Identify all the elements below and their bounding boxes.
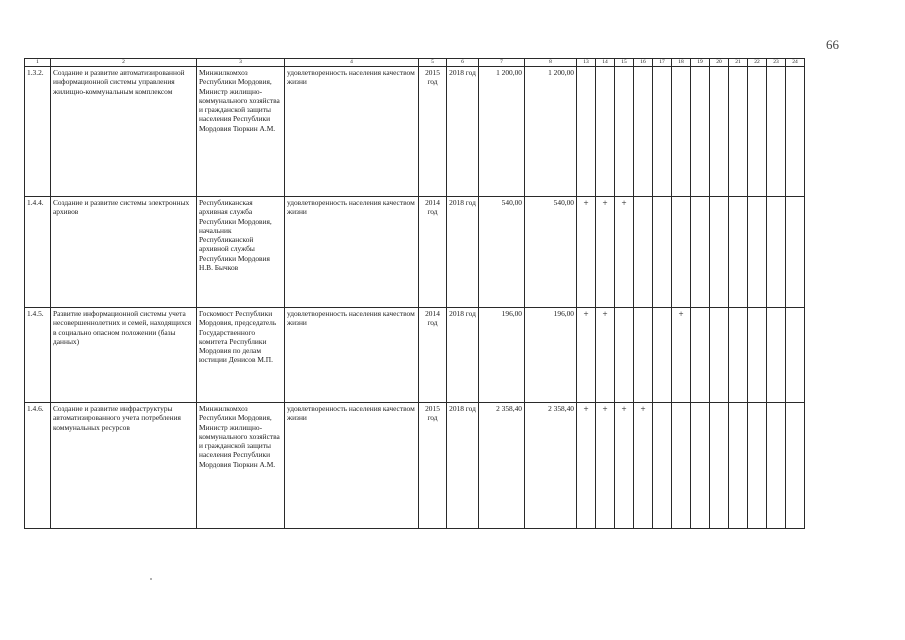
schedule-mark	[672, 197, 691, 308]
schedule-mark	[634, 308, 653, 403]
col-num: 18	[672, 59, 691, 67]
table-row	[25, 308, 805, 403]
item-start-year: 2014 год	[419, 308, 447, 403]
schedule-mark	[748, 308, 767, 403]
schedule-mark: +	[596, 403, 615, 529]
item-number: 1.4.6.	[25, 403, 51, 529]
item-responsible: Республиканская архивная служба Республики Мордовия, начальник Республиканской архивной службы Республики Мордовия Н.В. Бычков	[197, 197, 285, 308]
col-num: 7	[479, 59, 525, 67]
schedule-mark	[786, 403, 805, 529]
item-name: Создание и развитие системы электронных архивов	[51, 197, 197, 308]
col-num: 3	[197, 59, 285, 67]
col-num: 8	[525, 59, 577, 67]
schedule-mark	[615, 308, 634, 403]
item-value-col8: 540,00	[525, 197, 577, 308]
table-row	[25, 197, 805, 308]
item-responsible: Минжилкомхоз Республики Мордовия, Министр жилищно-коммунального хозяйства и гражданской защиты населения Республики Мордовия Тюркин А.М.	[197, 403, 285, 529]
schedule-mark: +	[596, 308, 615, 403]
scan-speck	[150, 578, 152, 580]
col-num: 15	[615, 59, 634, 67]
schedule-mark	[710, 403, 729, 529]
item-indicator: удовлетворенность населения качеством жизни	[285, 308, 419, 403]
schedule-mark	[596, 67, 615, 197]
schedule-mark: +	[596, 197, 615, 308]
schedule-mark	[691, 67, 710, 197]
schedule-mark	[577, 67, 596, 197]
col-num: 20	[710, 59, 729, 67]
schedule-mark	[691, 197, 710, 308]
item-value-col8: 2 358,40	[525, 403, 577, 529]
schedule-mark	[767, 197, 786, 308]
item-value-col7: 196,00	[479, 308, 525, 403]
schedule-mark	[710, 67, 729, 197]
schedule-mark: +	[615, 403, 634, 529]
item-start-year: 2014 год	[419, 197, 447, 308]
item-start-year: 2015 год	[419, 403, 447, 529]
schedule-mark: +	[634, 403, 653, 529]
item-value-col7: 540,00	[479, 197, 525, 308]
item-responsible: Минжилкомхоз Республики Мордовия, Министр жилищно-коммунального хозяйства и гражданской защиты населения Республики Мордовия Тюркин А.М.	[197, 67, 285, 197]
item-end-year: 2018 год	[447, 197, 479, 308]
schedule-mark	[653, 67, 672, 197]
item-name: Создание и развитие инфраструктуры автоматизированного учета потребления коммунальных ресурсов	[51, 403, 197, 529]
col-num: 24	[786, 59, 805, 67]
col-num: 5	[419, 59, 447, 67]
schedule-mark	[710, 308, 729, 403]
item-responsible: Госкомюст Республики Мордовия, председатель Государственного комитета Республики Мордовия по делам юстиции Денисов М.П.	[197, 308, 285, 403]
col-num: 23	[767, 59, 786, 67]
schedule-mark	[710, 197, 729, 308]
item-number: 1.3.2.	[25, 67, 51, 197]
col-num: 19	[691, 59, 710, 67]
schedule-mark: +	[577, 308, 596, 403]
col-num: 14	[596, 59, 615, 67]
schedule-mark	[786, 197, 805, 308]
schedule-mark: +	[577, 197, 596, 308]
schedule-mark	[767, 403, 786, 529]
schedule-mark	[729, 403, 748, 529]
column-number-row	[25, 59, 805, 67]
col-num: 13	[577, 59, 596, 67]
schedule-mark	[615, 67, 634, 197]
page-number: 66	[826, 37, 839, 52]
schedule-mark: +	[615, 197, 634, 308]
col-num: 22	[748, 59, 767, 67]
item-end-year: 2018 год	[447, 308, 479, 403]
col-num: 1	[25, 59, 51, 67]
item-value-col7: 2 358,40	[479, 403, 525, 529]
col-num: 17	[653, 59, 672, 67]
item-value-col8: 1 200,00	[525, 67, 577, 197]
item-indicator: удовлетворенность населения качеством жизни	[285, 67, 419, 197]
schedule-mark	[767, 67, 786, 197]
activity-table	[24, 58, 805, 529]
item-value-col7: 1 200,00	[479, 67, 525, 197]
item-indicator: удовлетворенность населения качеством жизни	[285, 197, 419, 308]
item-number: 1.4.5.	[25, 308, 51, 403]
item-value-col8: 196,00	[525, 308, 577, 403]
schedule-mark	[729, 197, 748, 308]
schedule-mark: +	[577, 403, 596, 529]
schedule-mark	[748, 67, 767, 197]
item-name: Создание и развитие автоматизированной информационной системы управления жилищно-коммунальным комплексом	[51, 67, 197, 197]
item-start-year: 2015 год	[419, 67, 447, 197]
schedule-mark: +	[672, 308, 691, 403]
item-end-year: 2018 год	[447, 67, 479, 197]
item-indicator: удовлетворенность населения качеством жизни	[285, 403, 419, 529]
table-row	[25, 67, 805, 197]
schedule-mark	[634, 197, 653, 308]
col-num: 16	[634, 59, 653, 67]
schedule-mark	[653, 308, 672, 403]
schedule-mark	[653, 403, 672, 529]
schedule-mark	[691, 308, 710, 403]
schedule-mark	[786, 308, 805, 403]
col-num: 21	[729, 59, 748, 67]
col-num: 6	[447, 59, 479, 67]
item-number: 1.4.4.	[25, 197, 51, 308]
col-num: 4	[285, 59, 419, 67]
schedule-mark	[634, 67, 653, 197]
schedule-mark	[729, 308, 748, 403]
item-end-year: 2018 год	[447, 403, 479, 529]
schedule-mark	[672, 67, 691, 197]
schedule-mark	[748, 403, 767, 529]
schedule-mark	[729, 67, 748, 197]
schedule-mark	[748, 197, 767, 308]
schedule-mark	[672, 403, 691, 529]
schedule-mark	[691, 403, 710, 529]
item-name: Развитие информационной системы учета несовершеннолетних и семей, находящихся в социально опасном положении (базы данных)	[51, 308, 197, 403]
table-row	[25, 403, 805, 529]
schedule-mark	[786, 67, 805, 197]
col-num: 2	[51, 59, 197, 67]
schedule-mark	[767, 308, 786, 403]
schedule-mark	[653, 197, 672, 308]
